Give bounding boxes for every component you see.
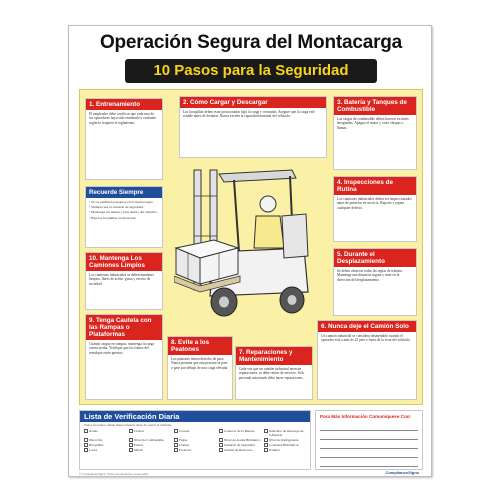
checklist-item: Conector de la Batería — [219, 429, 261, 437]
checklist-item: Nivel de Refrigerante — [264, 438, 306, 442]
checklist-item: Claxon — [129, 429, 171, 437]
reminder-list — [86, 198, 162, 223]
checklist-item: Protector — [174, 448, 216, 452]
step-3-card — [333, 96, 417, 170]
step-3-title: 3. Batería y Tanques de Combustible — [334, 97, 416, 115]
step-6-title: 6. Nunca deje el Camión Solo — [318, 321, 416, 332]
checklist-item: Nivel de Combustible — [129, 438, 171, 442]
checklist-item: Alarma de Retroceso — [219, 448, 261, 452]
reminder-item: • No se permiten pasajeros en el montacargas. — [89, 200, 159, 204]
checkbox[interactable] — [174, 429, 178, 433]
step-4-card — [333, 176, 417, 242]
step-4-title: 4. Inspecciones de Rutina — [334, 177, 416, 195]
step-3-text: Las cargas de combustible deben hacerse en áreas designadas. Apague el motor y evite chispas o llamas. — [337, 117, 409, 130]
checkbox[interactable] — [174, 443, 178, 447]
checklist-item: Extintor — [264, 448, 306, 452]
checkbox[interactable] — [264, 438, 268, 442]
step-2-text: Las horquillas deben estar posicionadas bajo la carga y centradas. Asegure que la carga esté estable antes de levantar. Nunca exceda la capacidad nominal del vehículo. — [183, 110, 315, 119]
checkbox[interactable] — [264, 429, 268, 433]
checklist-title: Lista de Verificación Diaria — [80, 411, 310, 422]
step-6-text: Un camión industrial se considera desatendido cuando el operador está a más de 25 pies o fuera de la vista del vehículo. — [321, 334, 411, 343]
checklist-item: Horquillas — [84, 443, 126, 447]
contact-line[interactable] — [320, 441, 418, 449]
checkbox[interactable] — [84, 443, 88, 447]
contact-line[interactable] — [320, 450, 418, 458]
checklist-item: Fugas — [174, 438, 216, 442]
step-5-text: Se deben observar todas las reglas de tránsito. Mantenga una distancia segura y mire en la dirección del desplazamiento. — [337, 269, 404, 282]
step-1-card — [85, 98, 163, 180]
checkbox[interactable] — [84, 438, 88, 442]
step-5-title: 5. Durante el Desplazamiento — [334, 249, 416, 267]
checklist-item: Nivel de Aceite Hidráulico — [219, 438, 261, 442]
contact-title: Para Más Información Comuníquese Con: — [320, 414, 412, 419]
checkbox[interactable] — [219, 443, 223, 447]
checklist-item: Indicador de Descarga de la Batería — [264, 429, 306, 437]
poster-subtitle-banner — [125, 59, 377, 83]
checkbox[interactable] — [174, 448, 178, 452]
step-9-text: Cuando cargue en rampas, mantenga la carga cuesta arriba. Verifique que los frenos del remolque estén puestos. — [89, 342, 155, 355]
step-1-title: 1. Entrenamiento — [86, 99, 162, 110]
step-8-text: Los peatones tienen derecho de paso. Nunca permita que una persona se pare o pase por debajo de una carga elevada. — [171, 357, 229, 370]
step-2-title: 2. Cómo Cargar y Descargar — [180, 97, 326, 108]
contact-line[interactable] — [320, 459, 418, 467]
brand-logo: ComplianceSigns — [385, 470, 419, 475]
checkbox[interactable] — [264, 448, 268, 452]
step-7-text: Cada vez que un camión industrial necesite reparaciones, se debe retirar de servicio. Solo personal autorizado debe hacer reparaciones. — [239, 367, 305, 380]
step-5-card — [333, 248, 417, 316]
checkbox[interactable] — [84, 429, 88, 433]
checkbox[interactable] — [219, 448, 223, 452]
checkbox[interactable] — [174, 438, 178, 442]
checkbox[interactable] — [219, 429, 223, 433]
reminder-item: • Baje las horquillas al estacionar. — [89, 216, 159, 220]
checklist-item: Frenos — [129, 443, 171, 447]
checkbox[interactable] — [129, 438, 133, 442]
checklist-item: Correas — [174, 429, 216, 437]
step-9-title: 9. Tenga Cautela con las Rampas o Plataformas — [86, 315, 162, 340]
step-7-title: 7. Reparaciones y Mantenimiento — [236, 347, 312, 365]
step-10-card — [85, 252, 163, 310]
checklist-intro: Todos los puntos deben inspeccionarse antes de operar el vehículo. — [84, 423, 173, 427]
checklist-grid — [80, 428, 310, 453]
step-10-text: Los camiones industriales se deben mantener limpios, libres de aceite, grasa y exceso de suciedad. — [89, 273, 154, 286]
checklist-item: Dirección — [84, 438, 126, 442]
checkbox[interactable] — [129, 448, 133, 452]
checklist-item: Cinturón de Seguridad — [219, 443, 261, 447]
daily-checklist — [79, 410, 311, 470]
step-6-card — [317, 320, 417, 400]
reminder-title: Recuerde Siempre — [86, 187, 162, 198]
poster-title: Operación Segura del Montacarga — [99, 32, 403, 53]
step-8-title: 8. Evite a los Peatones — [168, 337, 232, 355]
step-9-card — [85, 314, 163, 400]
checklist-item: Llantas — [174, 443, 216, 447]
step-4-text: Los camiones industriales deben ser inspeccionados antes de ponerlos en servicio. Reporte y repare cualquier defecto. — [337, 197, 412, 210]
checkbox[interactable] — [219, 438, 223, 442]
contact-line[interactable] — [320, 423, 418, 431]
checkbox[interactable] — [129, 443, 133, 447]
checklist-item: Aceite — [84, 429, 126, 437]
step-1-text: El empleador debe certificar que cada uno de los operadores haya sido entrenado y evaluado según lo requiere el reglamento. — [89, 112, 157, 125]
contact-box — [315, 410, 423, 470]
step-10-title: 10. Mantenga Los Camiones Limpios — [86, 253, 162, 271]
step-8-card — [167, 336, 233, 400]
reminder-item: • Mantenga las manos y pies dentro del vehículo. — [89, 210, 159, 214]
contact-line[interactable] — [320, 432, 418, 440]
reminder-item: • Siempre use el cinturón de seguridad. — [89, 205, 159, 209]
checkbox[interactable] — [129, 429, 133, 433]
step-2-card — [179, 96, 327, 158]
footer-text: © ComplianceSigns. Todos los derechos reservados. — [79, 472, 150, 476]
reminder-box — [85, 186, 163, 248]
checkbox[interactable] — [264, 443, 268, 447]
safety-poster — [68, 25, 432, 477]
poster-subtitle: 10 Pasos para la Seguridad — [153, 62, 349, 79]
checklist-item: Controles Hidráulicos — [264, 443, 306, 447]
checklist-item: Mástil — [129, 448, 171, 452]
forklift-illustration — [174, 156, 314, 326]
step-7-card — [235, 346, 313, 400]
checklist-item: Luces — [84, 448, 126, 452]
checkbox[interactable] — [84, 448, 88, 452]
